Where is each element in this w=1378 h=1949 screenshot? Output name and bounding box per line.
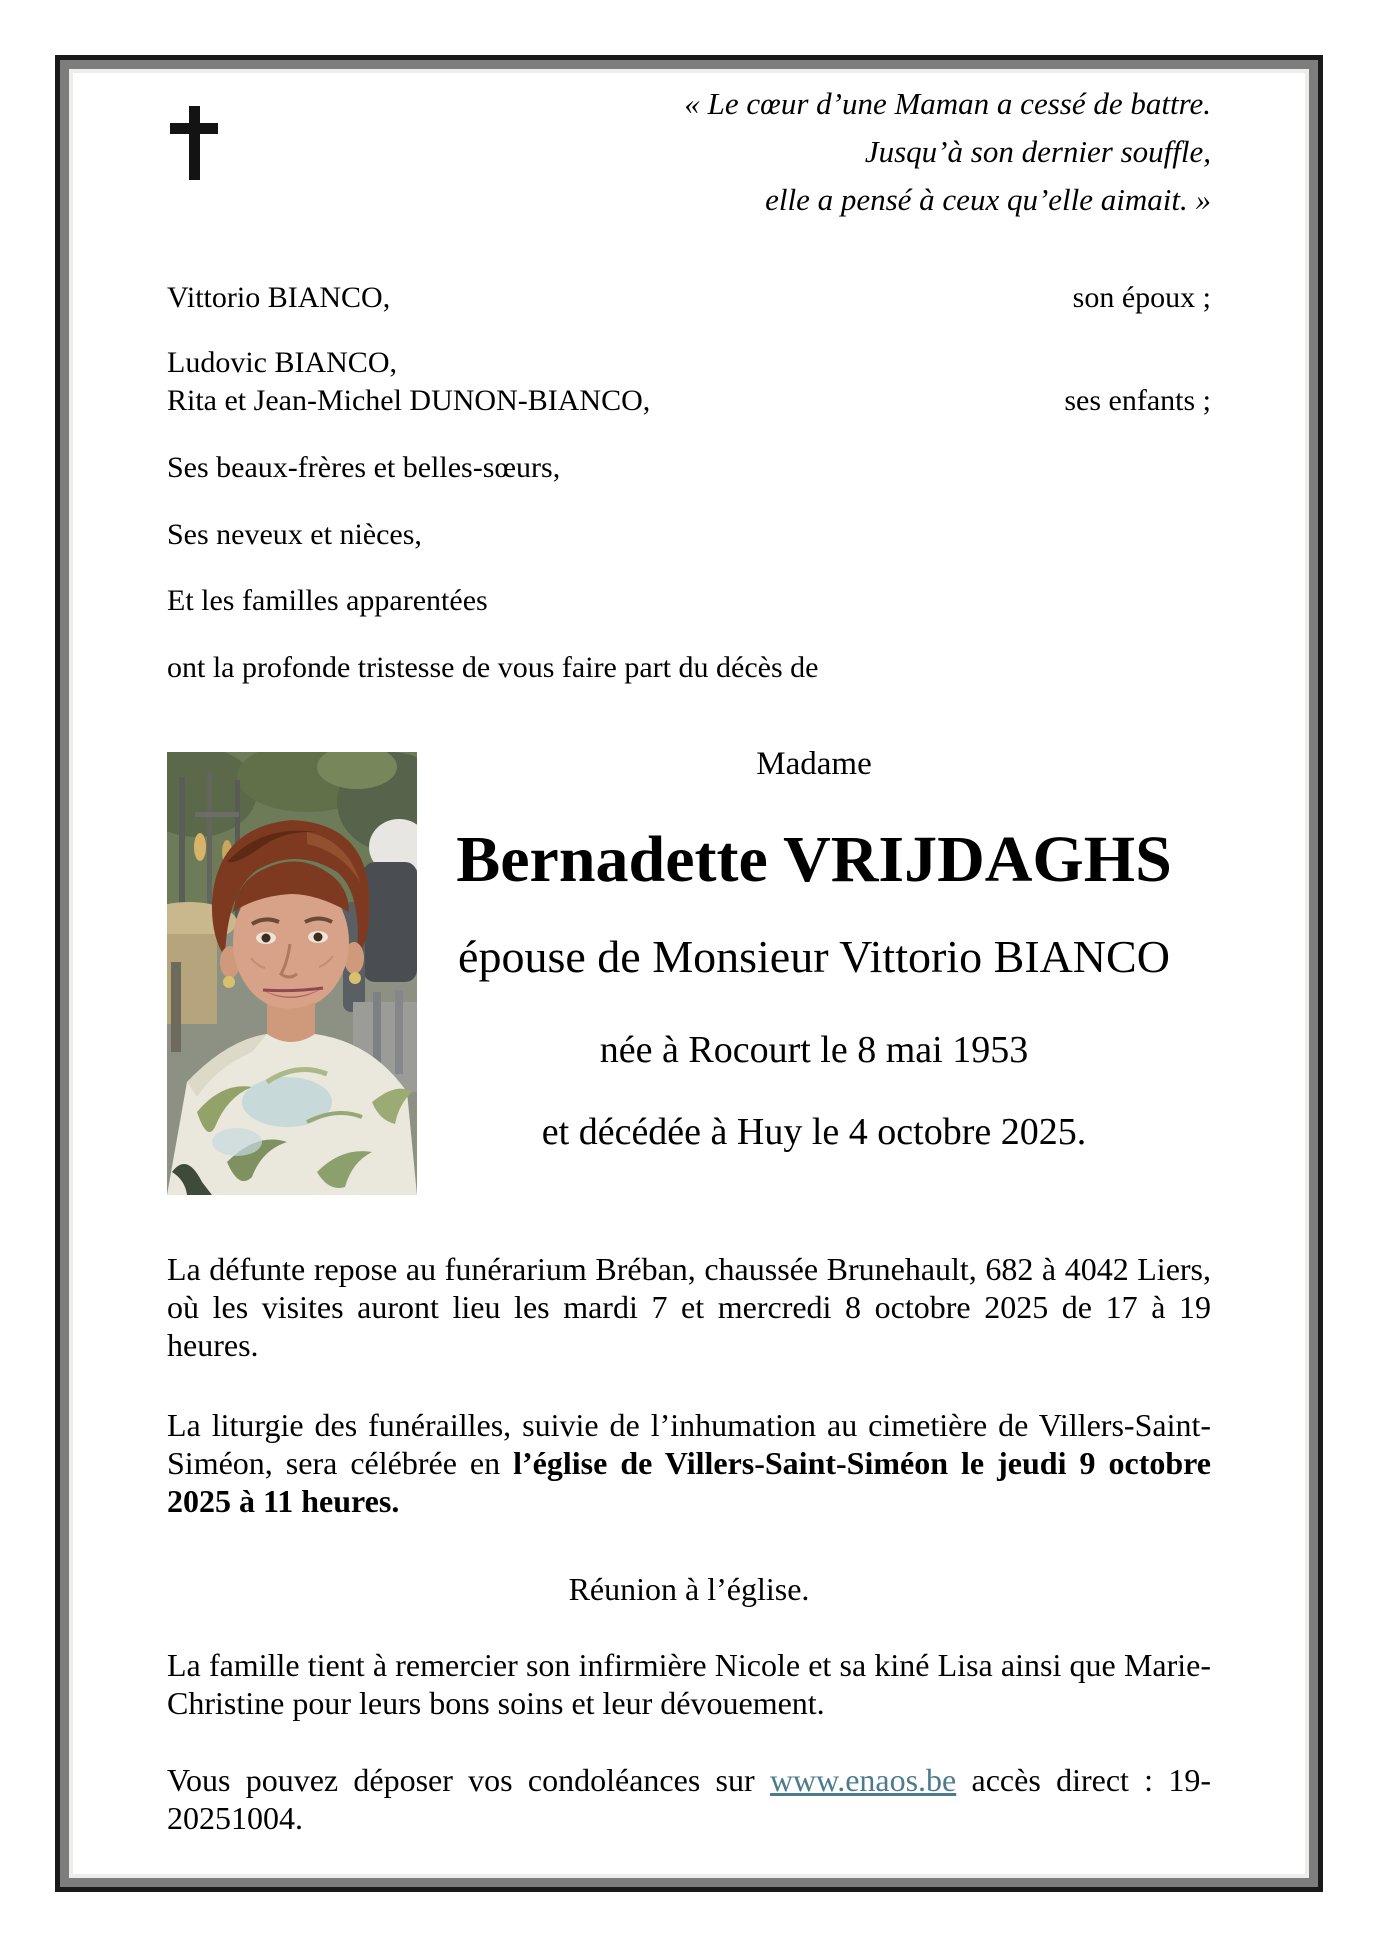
spouse-line: épouse de Monsieur Vittorio BIANCO	[458, 931, 1170, 982]
family-member: Ses neveux et nièces,	[167, 518, 422, 551]
family-row	[167, 448, 1211, 487]
family-member: Rita et Jean-Michel DUNON-BIANCO,	[167, 384, 651, 417]
family-row	[167, 581, 1211, 620]
condolences-text: Vous pouvez déposer vos condoléances sur	[167, 1762, 770, 1798]
quote-line: Jusqu’à son dernier souffle,	[864, 134, 1211, 169]
portrait-photo	[167, 752, 417, 1195]
thanks-paragraph: La famille tient à remercier son infirmière Nicole et sa kiné Lisa ainsi que Marie-Christine pour leurs bons soins et leur dévouement.	[167, 1647, 1211, 1721]
family-member: Vittorio BIANCO,	[167, 281, 391, 314]
liturgy-text: La liturgie des funérailles, suivie de l’inhumation au cimetière de Villers-Saint-Siméon, sera célébrée en	[167, 1407, 1211, 1481]
family-member: Ludovic BIANCO,	[167, 346, 397, 379]
repose-paragraph: La défunte repose au funérarium Bréban, chaussée Brunehault, 682 à 4042 Liers, où les visites auront lieu les mardi 7 et mercredi 8 octobre 2025 de 17 à 19 heures.	[167, 1251, 1211, 1363]
family-row	[167, 278, 1211, 317]
death-line: et décédée à Huy le 4 octobre 2025.	[541, 1111, 1087, 1153]
liturgy-bold-text: l’église de Villers-Saint-Siméon le jeudi 9 octobre 2025 à 11 heures.	[167, 1445, 1211, 1519]
latin-cross-icon	[170, 106, 218, 180]
quote-line: « Le cœur d’une Maman a cessé de battre.	[684, 86, 1211, 121]
condolences-paragraph	[167, 1761, 1211, 1837]
liturgy-paragraph	[167, 1406, 1211, 1520]
family-member: Ses beaux-frères et belles-sœurs,	[167, 451, 561, 484]
family-relation: ses enfants ;	[1064, 384, 1211, 417]
family-row	[167, 381, 1211, 420]
portrait-photo-image	[167, 752, 417, 1195]
enaos-link[interactable]: www.enaos.be	[769, 1762, 957, 1798]
family-member: Et les familles apparentées	[167, 584, 488, 617]
quote-line: elle a pensé à ceux qu’elle aimait. »	[765, 182, 1211, 217]
family-relation: son époux ;	[1072, 281, 1211, 314]
deceased-name: Bernadette VRIJDAGHS	[456, 823, 1172, 896]
reunion-line: Réunion à l’église.	[568, 1571, 810, 1607]
condolences-access-code: accès direct : 19-20251004.	[167, 1762, 1212, 1836]
family-row	[167, 343, 1211, 382]
opening-quote	[684, 80, 1211, 224]
birth-line: née à Rocourt le 8 mai 1953	[599, 1029, 1029, 1071]
family-row	[167, 515, 1211, 554]
announcement-line: ont la profonde tristesse de vous faire part du décès de	[167, 651, 819, 684]
deceased-title: Madame	[756, 746, 872, 782]
